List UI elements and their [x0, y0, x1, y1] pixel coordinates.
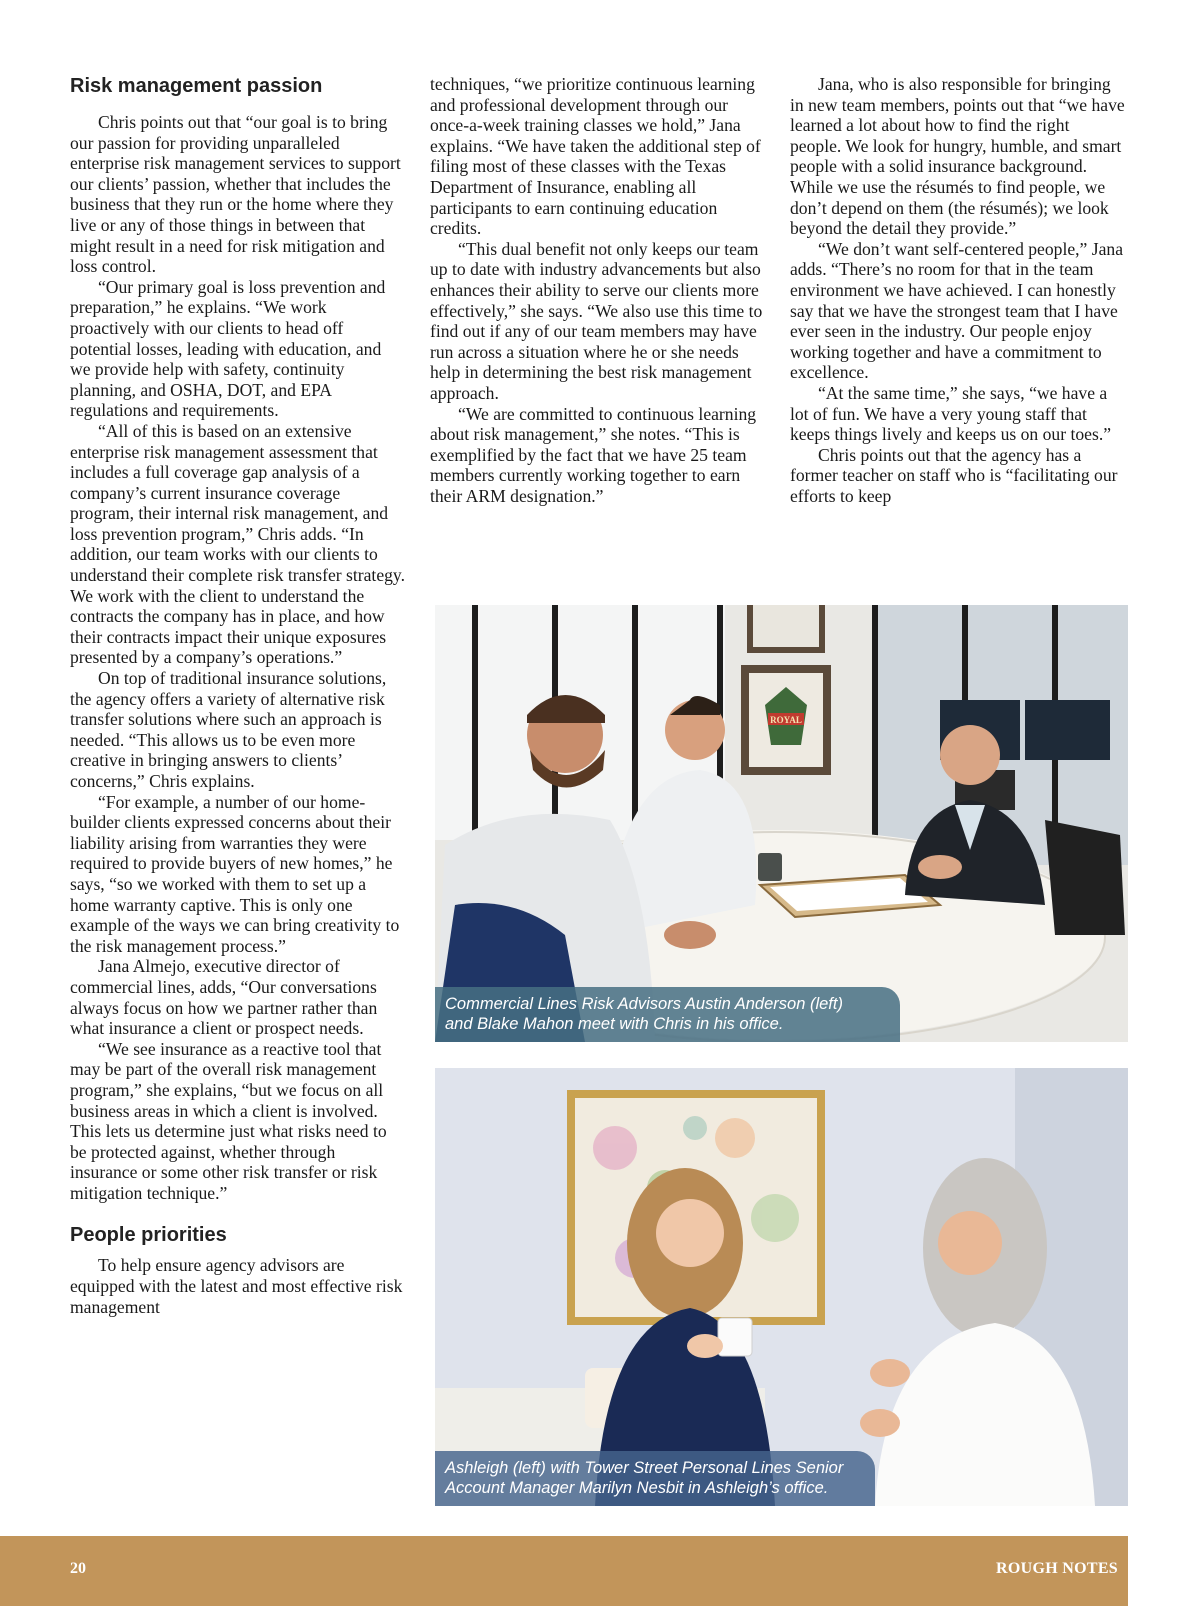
paragraph: Chris points out that “our goal is to bring our passion for providing unparalleled enterprise risk management services to support our clients’ passion, whether that includes the business that they run or the home where they live or any of those things in between that might result in a need for risk mitigation and loss control.: [70, 112, 401, 277]
office-meeting-illustration: [435, 605, 1128, 1042]
paragraph: On top of traditional insurance solutions, the agency offers a variety of alternative risk transfer solutions where such an approach is needed. “This allows us to be even more creative in bringing answers to clients’ concerns,” Chris explains.: [70, 668, 387, 791]
paragraph-continuation: techniques, “we prioritize continuous learning and professional development through our once-a-week training classes we hold,” Jana explains. “We have taken the additional step of filing most of these classes with the Texas Department of Insurance, enabling all participants to earn continuing education credits.: [430, 74, 761, 239]
paragraph: Jana Almejo, executive director of commercial lines, adds, “Our conversations always focus on how we partner rather than what insurance a client or prospect needs.: [70, 956, 378, 1039]
paragraph: “For example, a number of our home-builder clients expressed concerns about their liability arising from warranties they were required to provide buyers of new homes,” he says, “so we worked with them to set up a home warranty captive. This is only one example of the ways we can bring creativity to the risk management process.”: [70, 791, 400, 956]
paragraph: To help ensure agency advisors are equipped with the latest and most effective risk management: [70, 1255, 403, 1317]
paragraph: Jana, who is also responsible for bringing in new team members, points out that “we have learned a lot about how to find the right people. We look for hungry, humble, and smart people with a solid insurance background. While we use the résumés to find people, we don’t depend on them (the résumés); we look beyond the detail they provide.”: [790, 74, 1125, 239]
paragraph: Chris points out that the agency has a former teacher on staff who is “facilitating our efforts to keep: [790, 444, 1118, 506]
royal-sign-text: ROYAL: [770, 715, 802, 725]
paragraph: “This dual benefit not only keeps our team up to date with industry advancements but also enhances their ability to serve our clients more effectively,” she says. “We also use this time to find out if any of our team members may have run across a situation where he or she needs help in determining the best risk management approach.: [430, 238, 763, 403]
section-heading-people-priorities: People priorities: [70, 1224, 227, 1247]
paragraph: “We don’t want self-centered people,” Jana adds. “There’s no room for that in the team environment we have achieved. I can honestly say that we have the strongest team that I have ever seen in the industry. Our people enjoy working together and have a commitment to excellence.: [790, 238, 1124, 383]
publication-name: ROUGH NOTES: [996, 1560, 1118, 1577]
page-number: 20: [70, 1560, 86, 1577]
article-column-1: [70, 74, 405, 1317]
paragraph: “Our primary goal is loss prevention and preparation,” he explains. “We work proactively with our clients to head off potential losses, leading with education, and we provide help with safety, continuity planning, and OSHA, DOT, and EPA regulations and requirements.: [70, 276, 386, 421]
caption-line: and Blake Mahon meet with Chris in his office.: [445, 1015, 784, 1033]
article-column-3: [790, 74, 1125, 506]
photo-caption: [435, 1451, 875, 1506]
article-column-2: [430, 74, 765, 506]
caption-line: Account Manager Marilyn Nesbit in Ashleigh’s office.: [445, 1479, 829, 1497]
caption-line: Commercial Lines Risk Advisors Austin Anderson (left): [445, 995, 843, 1013]
photo-caption: [435, 987, 900, 1042]
page-footer-bar: [0, 1536, 1128, 1606]
paragraph: “All of this is based on an extensive enterprise risk management assessment that includes a full coverage gap analysis of a company’s current insurance coverage program, their internal risk management, and loss prevention program,” Chris adds. “In addition, our team works with our clients to understand their complete risk transfer strategy. We work with the client to understand the contracts the company has in place, and how their contracts impact their unique exposures presented by a company’s operations.”: [70, 420, 405, 668]
office-conversation-photo: [435, 1068, 1128, 1506]
office-conversation-illustration: [435, 1068, 1128, 1506]
paragraph: “We are committed to continuous learning about risk management,” she notes. “This is exemplified by the fact that we have 25 team members currently working together to earn their ARM designation.”: [430, 403, 757, 506]
section-heading-risk-management: Risk management passion: [70, 75, 323, 97]
paragraph: “At the same time,” she says, “we have a lot of fun. We have a very young staff that keeps things lively and keeps us on our toes.”: [790, 382, 1112, 445]
office-meeting-photo: [435, 605, 1128, 1042]
caption-line: Ashleigh (left) with Tower Street Personal Lines Senior: [445, 1459, 844, 1477]
paragraph: “We see insurance as a reactive tool that may be part of the overall risk management program,” she explains, “but we focus on all business areas in which a client is involved. This lets us determine just what risks need to be protected against, whether through insurance or some other risk transfer or risk mitigation technique.”: [70, 1038, 387, 1203]
